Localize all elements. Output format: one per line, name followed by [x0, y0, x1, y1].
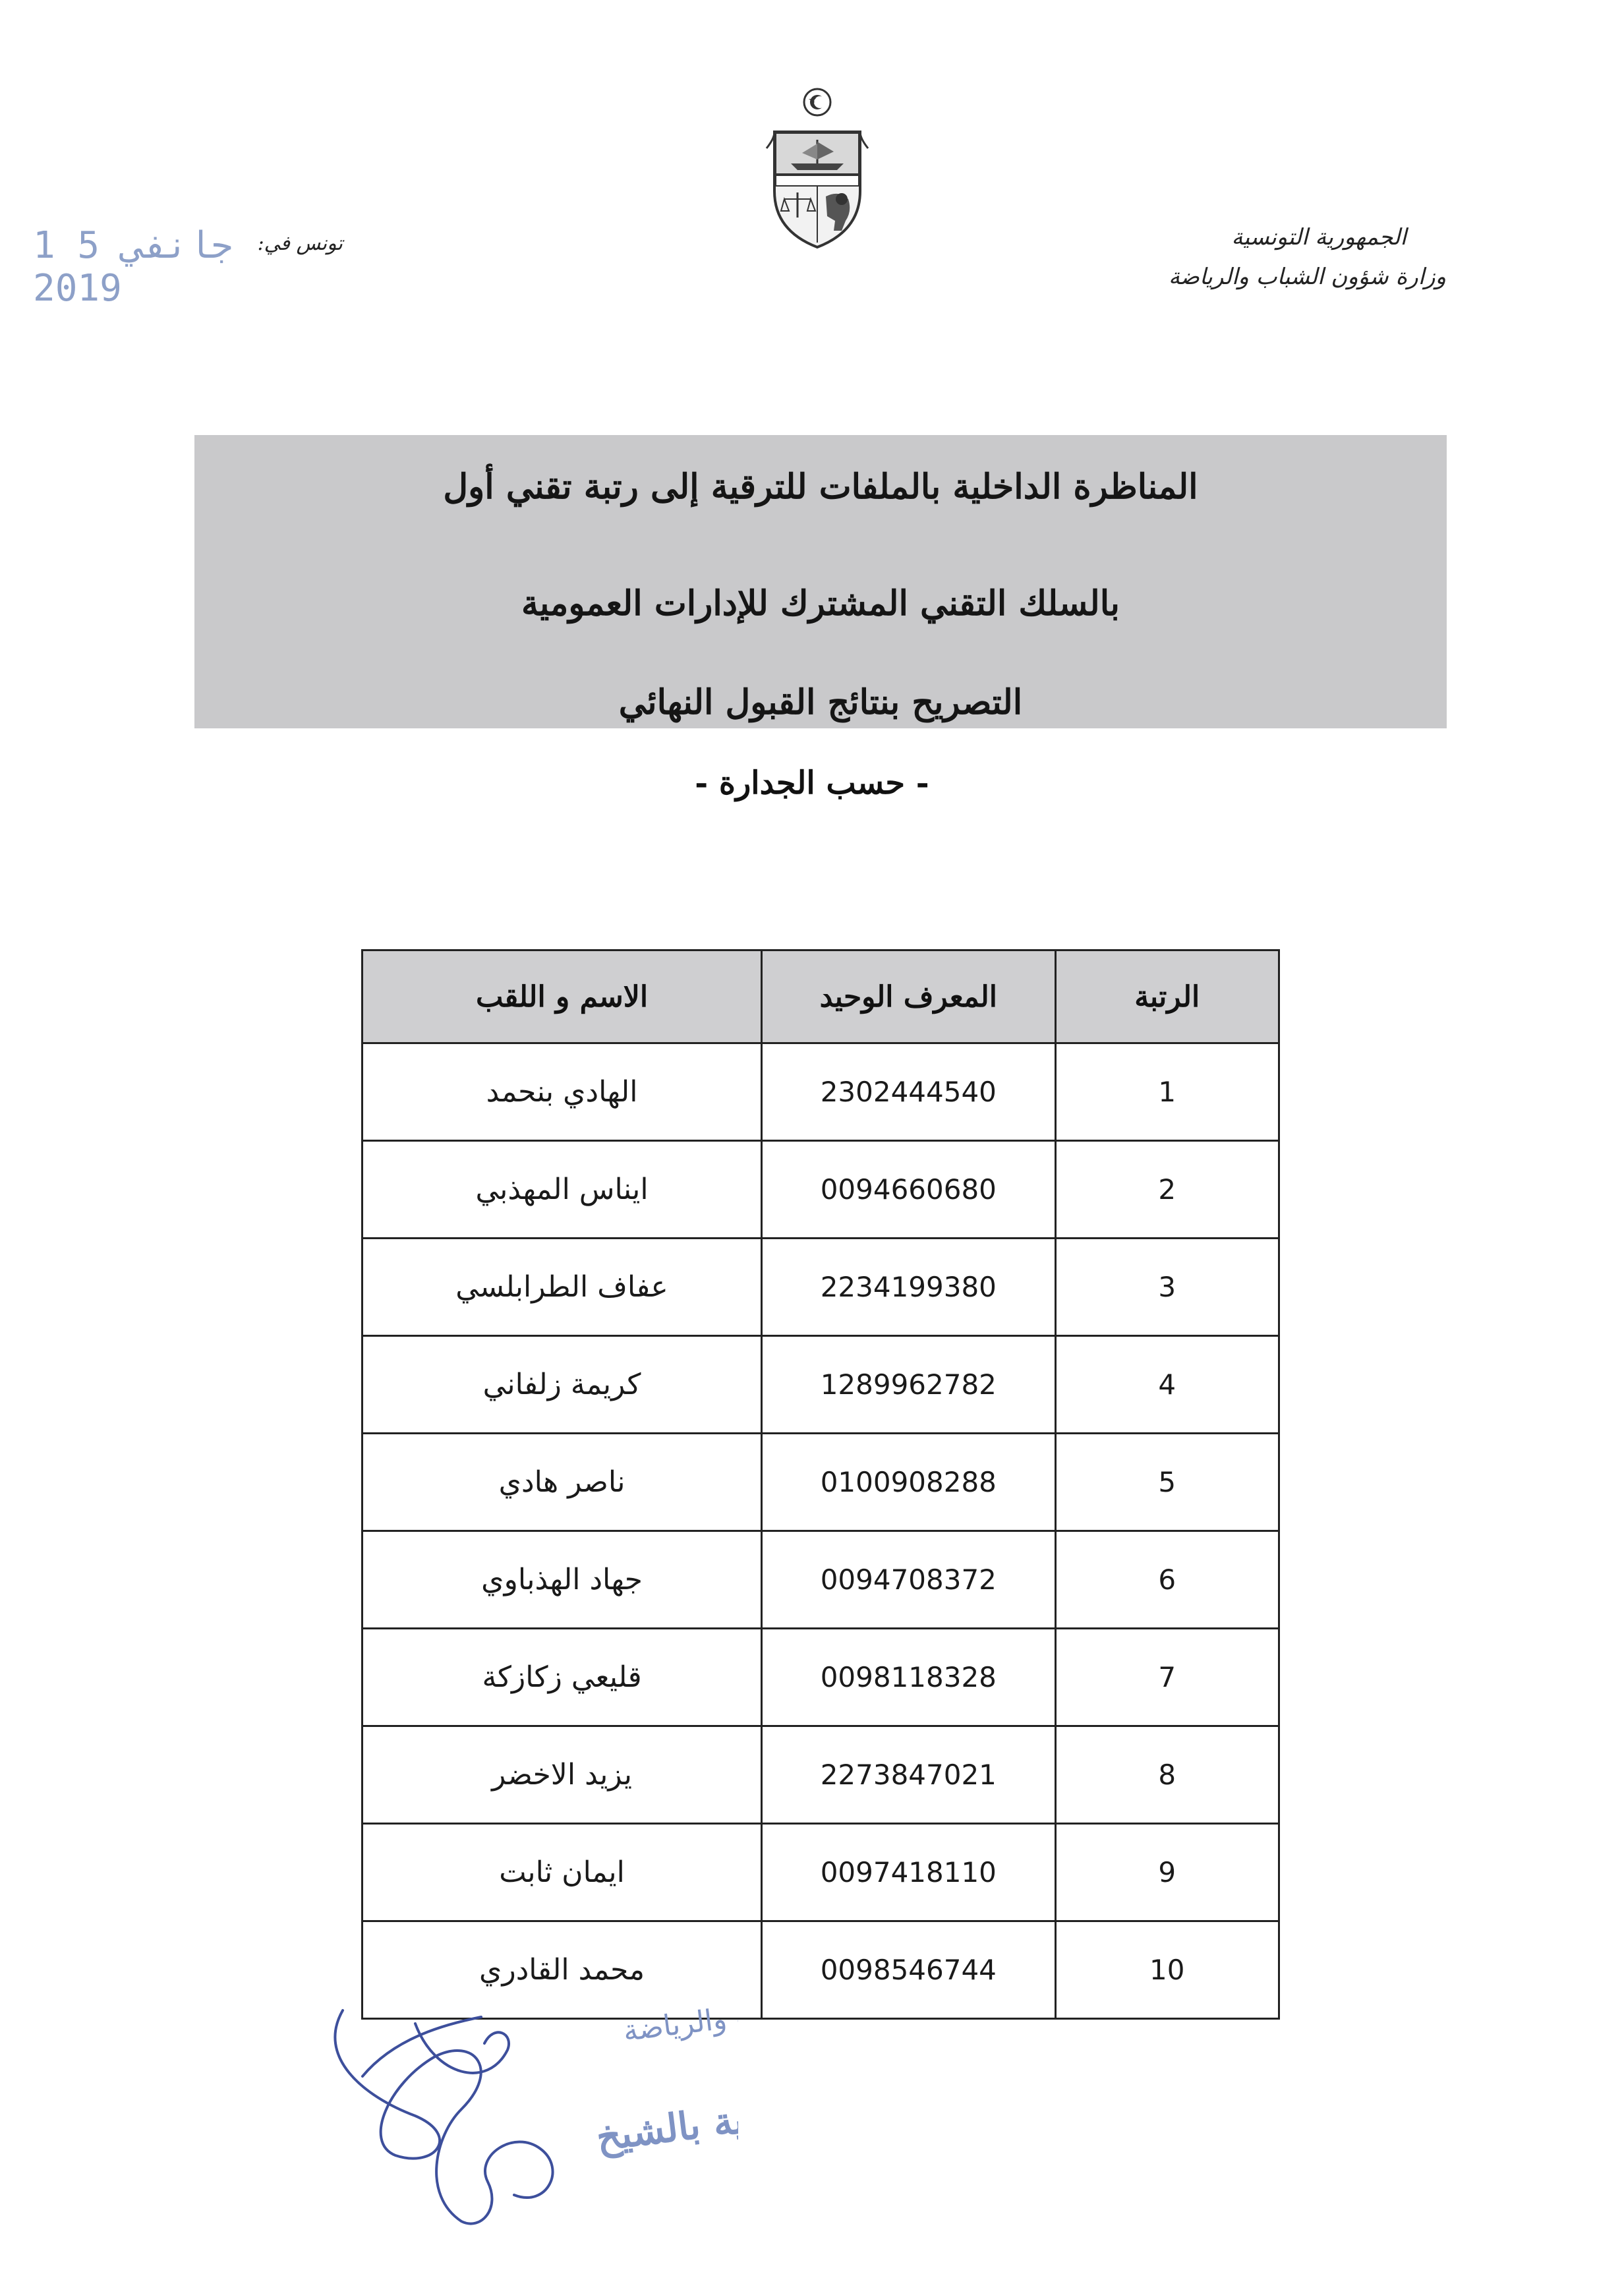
tunisia-coat-of-arms-icon: [761, 86, 873, 250]
cell-id: 0094708372: [762, 1531, 1055, 1629]
cell-rank: 4: [1055, 1336, 1279, 1434]
cell-id: 0098546744: [762, 1921, 1055, 2019]
cell-id: 0094660680: [762, 1141, 1055, 1239]
cell-rank: 6: [1055, 1531, 1279, 1629]
stamp-title: الشباب والرياضة: [621, 1997, 738, 2049]
table-header-row: [362, 950, 1279, 1043]
cell-id: 0097418110: [762, 1824, 1055, 1921]
cell-rank: 10: [1055, 1921, 1279, 2019]
cell-rank: 8: [1055, 1726, 1279, 1824]
cell-rank: 5: [1055, 1434, 1279, 1531]
title-line-2: بالسلك التقني المشترك للإدارات العمومية: [521, 583, 1120, 624]
table-row: [362, 1434, 1279, 1531]
header-id: المعرف الوحيد: [762, 950, 1055, 1043]
cell-rank: 2: [1055, 1141, 1279, 1239]
cell-id: 1289962782: [762, 1336, 1055, 1434]
cell-name: ناصر هادي: [362, 1434, 762, 1531]
table-row: [362, 1824, 1279, 1921]
stamp-name: سنية بالشيخ: [593, 2091, 738, 2160]
table-row: [362, 1141, 1279, 1239]
ministry-header: [1169, 218, 1446, 297]
cell-name: محمد القادري: [362, 1921, 762, 2019]
cell-id: 2302444540: [762, 1043, 1055, 1141]
title-line-1: المناظرة الداخلية بالملفات للترقية إلى رتبة تقني أول: [443, 467, 1198, 507]
cell-id: 2234199380: [762, 1239, 1055, 1336]
republic-name: الجمهورية التونسية: [1231, 224, 1406, 250]
subtitle: - حسب الجدارة -: [695, 765, 929, 802]
date-prefix: تونس في:: [257, 232, 343, 255]
cell-name: جهاد الهذباوي: [362, 1531, 762, 1629]
date-stamp: [33, 224, 343, 310]
table-row: [362, 1336, 1279, 1434]
cell-name: الهادي بنحمد: [362, 1043, 762, 1141]
handwritten-signature: [335, 2010, 552, 2224]
header-rank: الرتبة: [1055, 950, 1279, 1043]
minister-stamp-signature: [264, 1997, 738, 2234]
cell-rank: 1: [1055, 1043, 1279, 1141]
cell-name: ايناس المهذبي: [362, 1141, 762, 1239]
cell-rank: 9: [1055, 1824, 1279, 1921]
ministry-name: وزارة شؤون الشباب والرياضة: [1168, 264, 1446, 290]
table-row: [362, 1726, 1279, 1824]
table-row: [362, 1239, 1279, 1336]
cell-name: قليعي زكازكة: [362, 1629, 762, 1726]
cell-rank: 3: [1055, 1239, 1279, 1336]
table-row: [362, 1629, 1279, 1726]
cell-name: ايمان ثابت: [362, 1824, 762, 1921]
cell-id: 0100908288: [762, 1434, 1055, 1531]
cell-name: عفاف الطرابلسي: [362, 1239, 762, 1336]
table-row: [362, 1531, 1279, 1629]
table-row: [362, 1043, 1279, 1141]
date-stamp-text: 1 5 جانفي 2019: [33, 224, 233, 310]
header-name: الاسم و اللقب: [362, 950, 762, 1043]
cell-id: 2273847021: [762, 1726, 1055, 1824]
cell-rank: 7: [1055, 1629, 1279, 1726]
title-line-3: التصريح بنتائج القبول النهائي: [618, 682, 1023, 722]
cell-name: يزيد الاخضر: [362, 1726, 762, 1824]
cell-id: 0098118328: [762, 1629, 1055, 1726]
title-band: [194, 435, 1447, 728]
results-table: [361, 949, 1280, 2020]
cell-name: كريمة زلفاني: [362, 1336, 762, 1434]
